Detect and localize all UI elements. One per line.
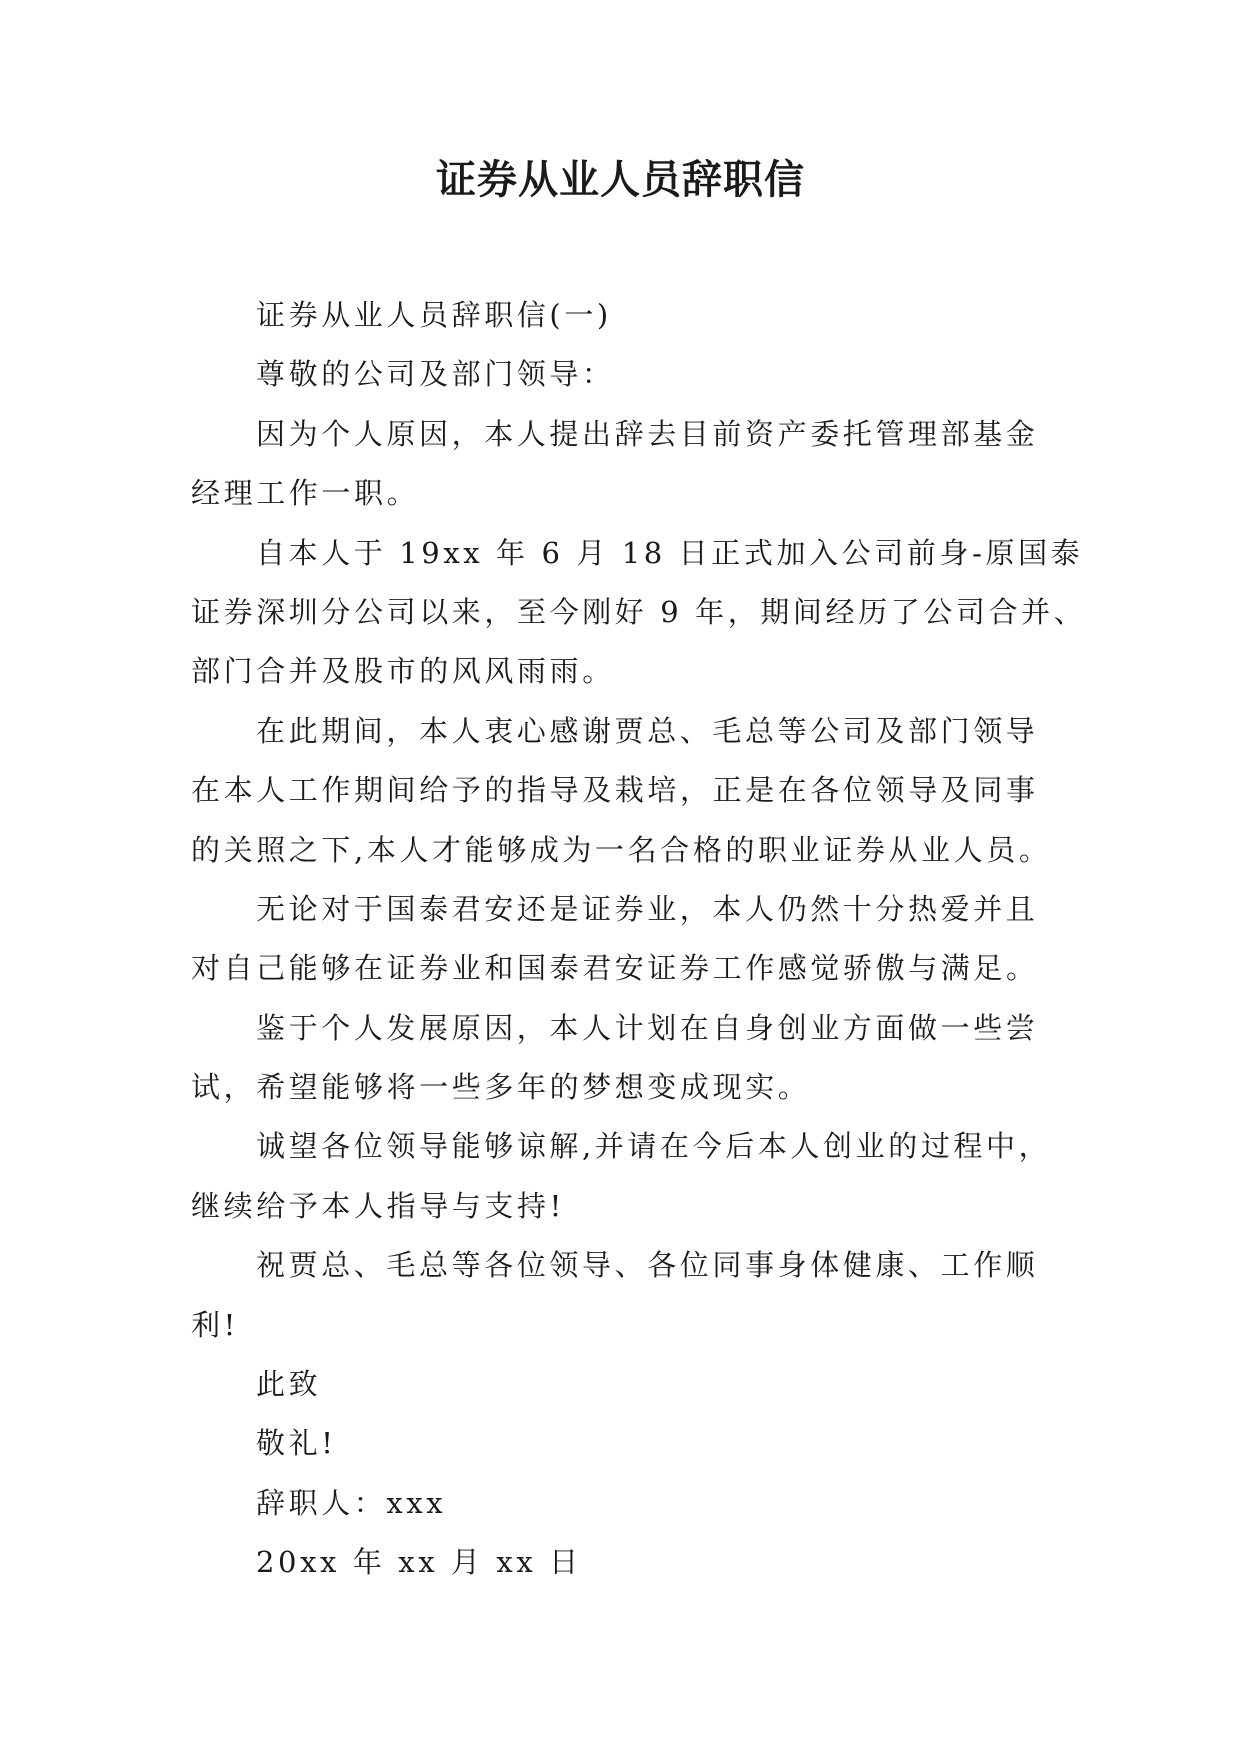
paragraph-line: 部门合并及股市的风风雨雨。 xyxy=(191,654,615,689)
signature-line: 辞职人：xxx xyxy=(256,1485,447,1520)
paragraph-line: 自本人于 19xx 年 6 月 18 日正式加入公司前身-原国泰 xyxy=(256,535,1084,570)
paragraph-line: 在本人工作期间给予的指导及栽培，正是在各位领导及同事 xyxy=(191,773,1039,808)
salutation-line: 尊敬的公司及部门领导： xyxy=(256,357,615,392)
paragraph-line: 祝贾总、毛总等各位领导、各位同事身体健康、工作顺 xyxy=(256,1248,1039,1283)
paragraph-line: 对自己能够在证券业和国泰君安证券工作感觉骄傲与满足。 xyxy=(191,951,1039,986)
date-line: 20xx 年 xx 月 xx 日 xyxy=(256,1545,582,1580)
paragraph-line: 证券深圳分公司以来，至今刚好 9 年，期间经历了公司合并、 xyxy=(191,594,1087,629)
paragraph-line: 的关照之下,本人才能够成为一名合格的职业证券从业人员。 xyxy=(191,832,1052,867)
paragraph-line: 继续给予本人指导与支持! xyxy=(191,1188,565,1223)
document-title: 证券从业人员辞职信 xyxy=(436,156,805,203)
document-body xyxy=(191,286,1087,1593)
paragraph-line: 因为个人原因，本人提出辞去目前资产委托管理部基金 xyxy=(256,416,1039,451)
paragraph-line: 在此期间，本人衷心感谢贾总、毛总等公司及部门领导 xyxy=(256,713,1039,748)
paragraph-line: 利! xyxy=(191,1307,239,1342)
paragraph-line: 诚望各位领导能够谅解,并请在今后本人创业的过程中， xyxy=(256,1129,1052,1164)
paragraph-line: 试，希望能够将一些多年的梦想变成现实。 xyxy=(191,1070,811,1105)
paragraph-line: 鉴于个人发展原因，本人计划在自身创业方面做一些尝 xyxy=(256,1010,1039,1045)
closing-line: 此致 xyxy=(256,1367,322,1402)
paragraph-line: 无论对于国泰君安还是证券业，本人仍然十分热爱并且 xyxy=(256,891,1039,926)
closing-salute-line: 敬礼! xyxy=(256,1426,337,1461)
subtitle-line: 证券从业人员辞职信(一) xyxy=(256,298,612,332)
paragraph-line: 经理工作一职。 xyxy=(191,476,420,511)
